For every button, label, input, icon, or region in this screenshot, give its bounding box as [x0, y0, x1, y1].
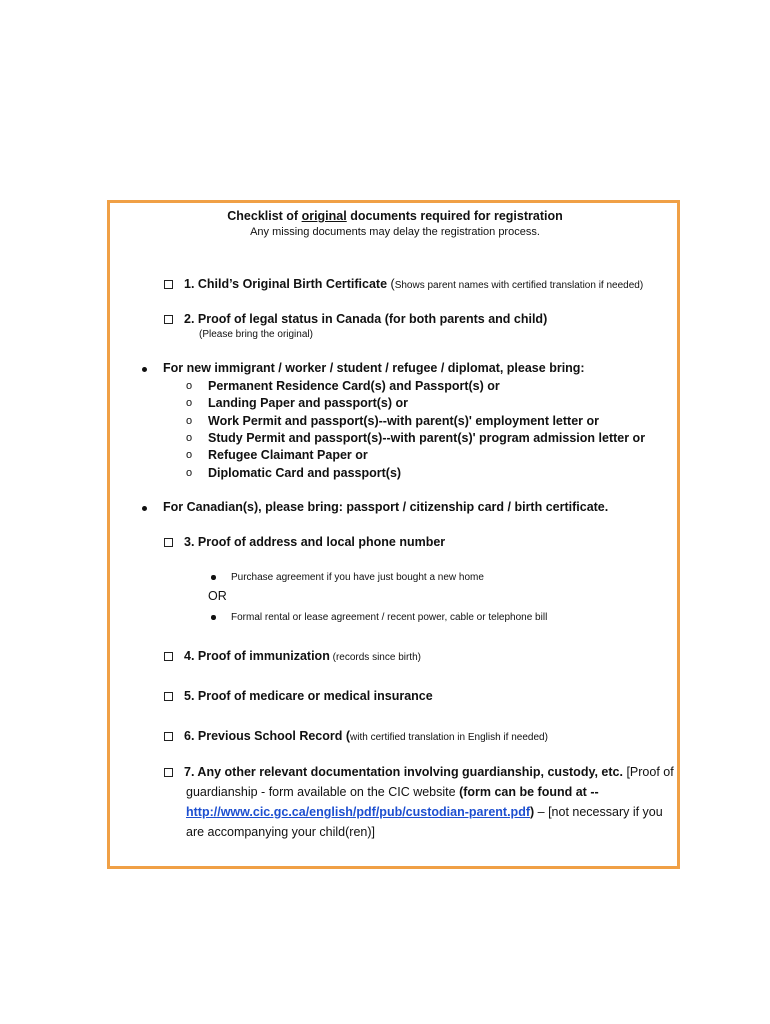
item-3-proof-of-address: 3. Proof of address and local phone number: [164, 535, 445, 549]
immigrant-option: Study Permit and passport(s)--with parent(s)' program admission letter or: [208, 431, 646, 445]
immigrant-heading: For new immigrant / worker / student / refugee / diplomat, please bring:: [163, 361, 585, 375]
item-7-line-2: guardianship - form available on the CIC website (form can be found at --: [186, 785, 599, 799]
bullet-icon: [142, 506, 147, 511]
item-3-option-a: Purchase agreement if you have just bought a new home: [231, 572, 484, 583]
item-2-note: (Please bring the original): [199, 329, 313, 340]
item-1-birth-certificate: 1. Child’s Original Birth Certificate (Shows parent names with certified translation if needed): [164, 277, 643, 291]
checklist-subtitle: Any missing documents may delay the registration process.: [250, 226, 540, 238]
item-3-or: OR: [208, 589, 227, 603]
immigrant-option: Permanent Residence Card(s) and Passport(s) or: [208, 379, 500, 393]
item-2-legal-status: 2. Proof of legal status in Canada (for both parents and child): [164, 312, 547, 326]
checkbox-icon[interactable]: [164, 768, 173, 777]
item-4-immunization: 4. Proof of immunization (records since birth): [164, 649, 421, 663]
circle-bullet-icon: o: [186, 432, 193, 444]
item-7-line-4: are accompanying your child(ren)]: [186, 825, 375, 839]
immigrant-option: Diplomatic Card and passport(s): [208, 466, 402, 480]
title-original-underlined: original: [301, 209, 347, 223]
immigrant-option: Landing Paper and passport(s) or: [208, 396, 409, 410]
immigrant-option: Work Permit and passport(s)--with parent(s)' employment letter or: [208, 414, 599, 428]
checklist-title: Checklist of original documents required for registration: [227, 209, 563, 223]
cic-custodian-link[interactable]: http://www.cic.gc.ca/english/pdf/pub/custodian-parent.pdf: [186, 805, 530, 819]
item-7-line-3: http://www.cic.gc.ca/english/pdf/pub/custodian-parent.pdf) – [not necessary if you: [186, 805, 663, 819]
bullet-icon: [142, 367, 147, 372]
item-6-school-record: 6. Previous School Record (with certified translation in English if needed): [164, 729, 548, 743]
circle-bullet-icon: o: [186, 380, 193, 392]
checkbox-icon[interactable]: [164, 538, 173, 547]
circle-bullet-icon: o: [186, 449, 193, 461]
item-7-guardianship: 7. Any other relevant documentation involving guardianship, custody, etc. [Proof of: [164, 765, 674, 779]
immigrant-option: Refugee Claimant Paper or: [208, 448, 368, 462]
item-5-medical-insurance: 5. Proof of medicare or medical insurance: [164, 689, 433, 703]
circle-bullet-icon: o: [186, 415, 193, 427]
checkbox-icon[interactable]: [164, 280, 173, 289]
checkbox-icon[interactable]: [164, 732, 173, 741]
circle-bullet-icon: o: [186, 397, 193, 409]
checkbox-icon[interactable]: [164, 652, 173, 661]
canadian-heading: For Canadian(s), please bring: passport / citizenship card / birth certificate.: [163, 500, 609, 514]
checkbox-icon[interactable]: [164, 315, 173, 324]
checkbox-icon[interactable]: [164, 692, 173, 701]
item-3-option-b: Formal rental or lease agreement / recent power, cable or telephone bill: [231, 612, 548, 623]
bullet-icon: [211, 575, 216, 580]
circle-bullet-icon: o: [186, 467, 193, 479]
bullet-icon: [211, 615, 216, 620]
